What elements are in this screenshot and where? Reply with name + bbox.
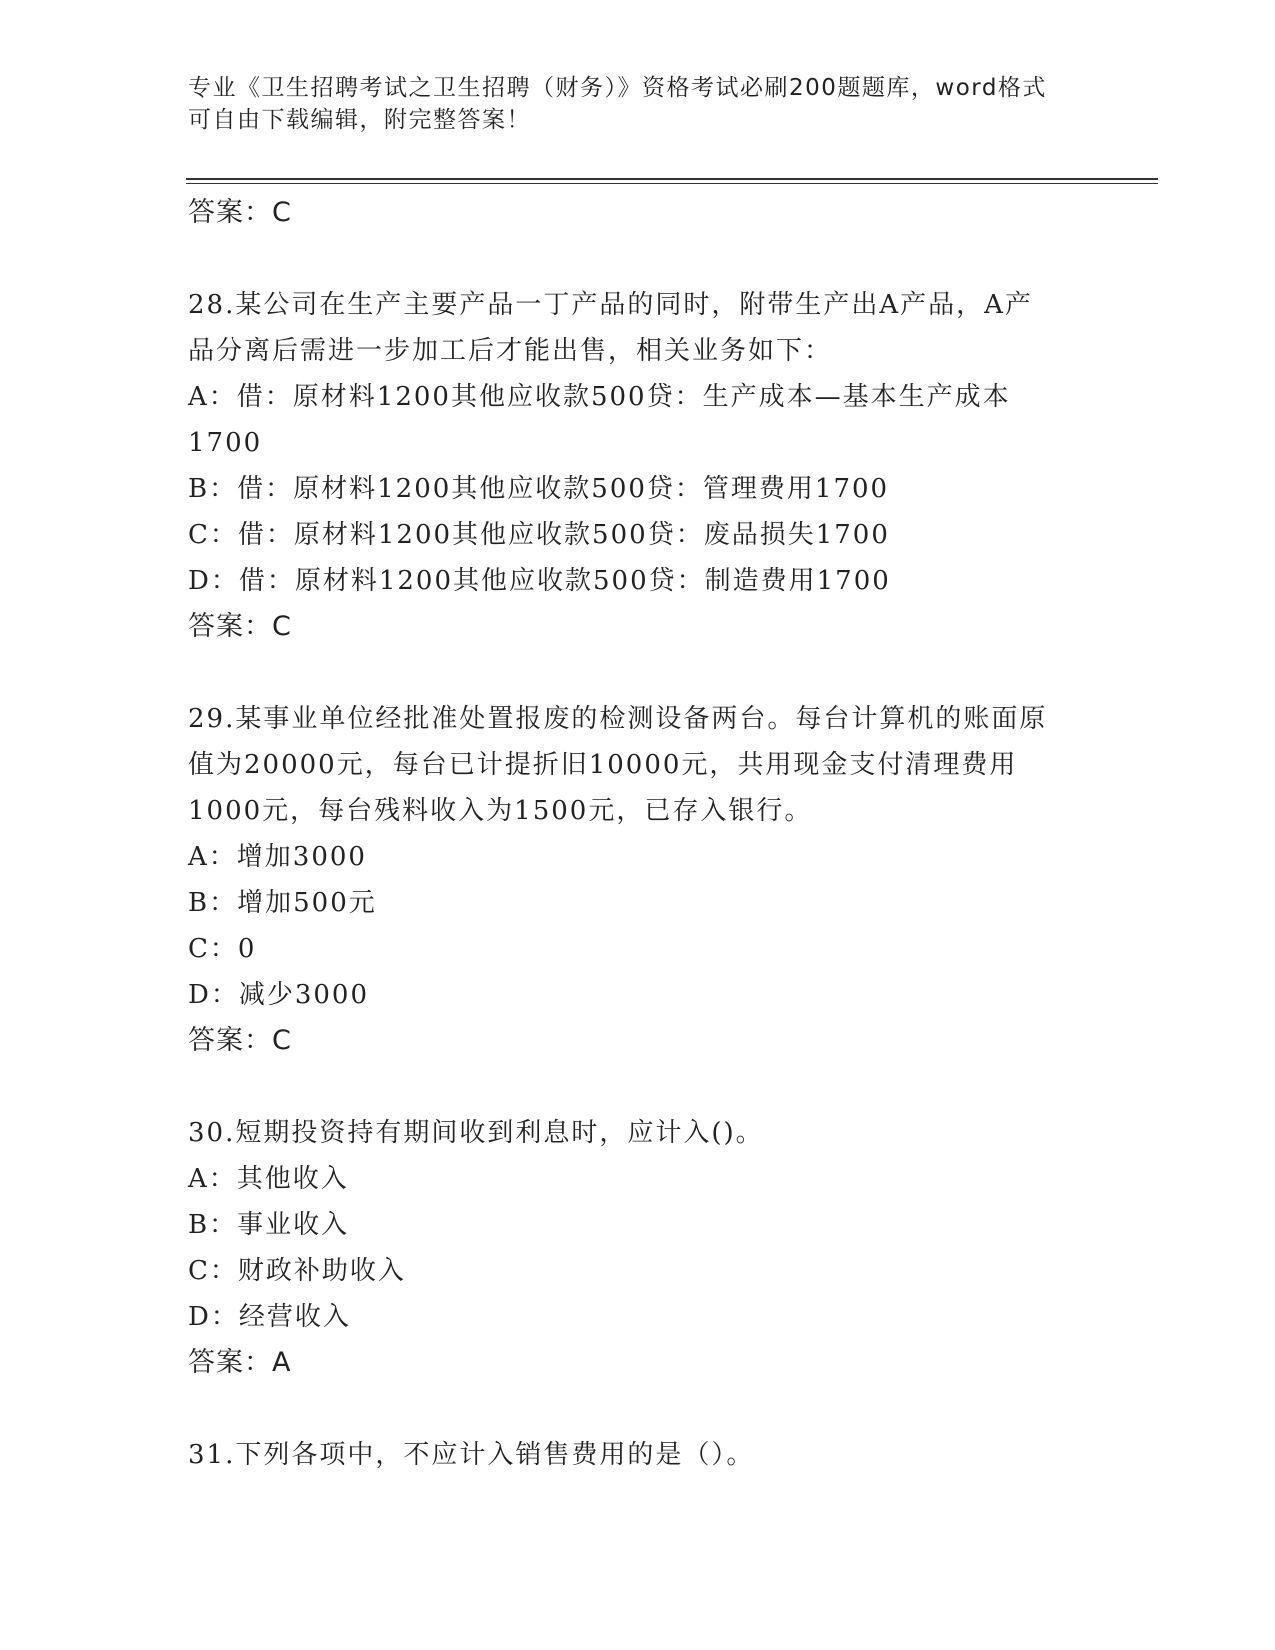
header-line-2: 可自由下载编辑，附完整答案！	[188, 107, 531, 133]
question-stem-line: 值为20000元，每台已计提折旧10000元，共用现金支付清理费用	[188, 750, 1018, 780]
document-body	[188, 190, 1088, 1478]
answer-line: 答案：C	[188, 611, 292, 642]
question-28	[188, 282, 1088, 650]
answer-line: 答案：C	[188, 197, 292, 228]
option-d: D：借：原材料1200其他应收款500贷：制造费用1700	[188, 566, 891, 596]
option-a: A：借：原材料1200其他应收款500贷：生产成本—基本生产成本	[188, 382, 1011, 412]
option-d: D：减少3000	[188, 980, 370, 1010]
option-c: C：财政补助收入	[188, 1256, 406, 1286]
question-stem-line: 品分离后需进一步加工后才能出售，相关业务如下：	[188, 336, 833, 366]
option-d: D：经营收入	[188, 1302, 351, 1332]
question-30	[188, 1110, 1088, 1386]
option-b: B：事业收入	[188, 1210, 350, 1240]
question-stem-line: 1000元，每台残料收入为1500元，已存入银行。	[188, 796, 813, 826]
option-b: B：增加500元	[188, 888, 377, 918]
option-c: C：0	[188, 934, 257, 964]
question-29	[188, 696, 1088, 1064]
question-stem-line: 28.某公司在生产主要产品一丁产品的同时，附带生产出A产品，A产	[188, 290, 1033, 320]
header-divider-thick	[186, 178, 1158, 180]
document-header	[188, 72, 1088, 136]
header-line-1: 专业《卫生招聘考试之卫生招聘（财务）》资格考试必刷200题题库，word格式	[188, 75, 1047, 101]
answer-line: 答案：C	[188, 1025, 292, 1056]
option-a: A：增加3000	[188, 842, 367, 872]
option-b: B：借：原材料1200其他应收款500贷：管理费用1700	[188, 474, 890, 504]
option-c: C：借：原材料1200其他应收款500贷：废品损失1700	[188, 520, 890, 550]
option-a: A：其他收入	[188, 1164, 349, 1194]
header-divider-thin	[186, 183, 1158, 184]
question-stem-line: 31.下列各项中，不应计入销售费用的是（）。	[188, 1440, 755, 1470]
question-stem-line: 30.短期投资持有期间收到利息时，应计入()。	[188, 1118, 764, 1148]
question-31	[188, 1432, 1088, 1478]
answer-line: 答案：A	[188, 1347, 292, 1378]
option-a-continued: 1700	[188, 428, 263, 458]
question-stem-line: 29.某事业单位经批准处置报废的检测设备两台。每台计算机的账面原	[188, 704, 1048, 734]
